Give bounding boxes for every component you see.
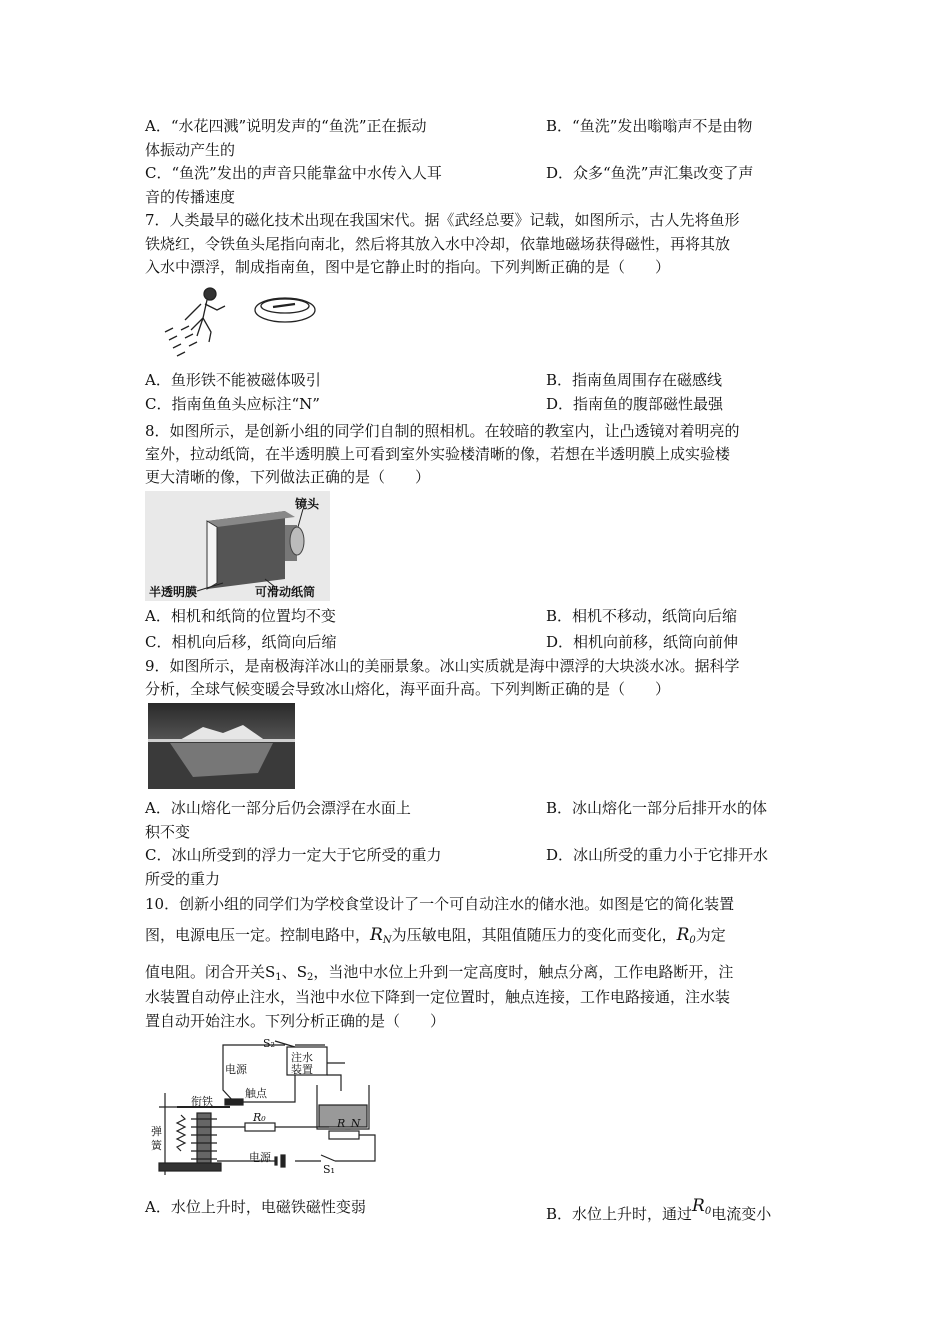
q10-label-s1: S₁	[323, 1163, 335, 1176]
q8-option-c: C．相机向后移，纸筒向后缩	[145, 633, 337, 651]
q10-stem-line3: 值电阻。闭合开关$S_1$、$S_2$，当池中水位上升到一定高度时，触点分离，工作电路断开，注	[145, 963, 734, 983]
q10-label-contact: 触点	[245, 1087, 267, 1100]
q10-label-inject1: 注水	[291, 1051, 313, 1064]
q7-option-b: B．指南鱼周围存在磁感线	[546, 371, 723, 389]
q10-symbol-s1: $S_1$	[265, 963, 282, 983]
q8-stem-line1: 8．如图所示，是创新小组的同学们自制的照相机。在较暗的教室内，让凸透镜对着明亮的	[145, 422, 740, 440]
q8-label-lens: 镜头	[295, 497, 320, 511]
q10-option-b-symbol-r0: $R_0$	[692, 1196, 712, 1217]
q10-label-power-top: 电源	[225, 1063, 247, 1076]
q7-option-d: D．指南鱼的腹部磁性最强	[546, 395, 724, 413]
q10-label-s2: S₂	[263, 1037, 275, 1050]
q8-label-film: 半透明膜	[149, 585, 198, 599]
q9-stem-line2: 分析，全球气候变暖会导致冰山熔化，海平面升高。下列判断正确的是（ ）	[145, 680, 671, 698]
q7-stem-line1: 7．人类最早的磁化技术出现在我国宋代。据《武经总要》记载，如图所示，古人先将鱼形	[145, 211, 740, 229]
q10-symbol-s2: $S_2$	[296, 963, 314, 983]
q7-option-c: C．指南鱼鱼头应标注“N”	[145, 395, 320, 413]
q10-figure-circuit	[145, 1035, 385, 1180]
q10-label-spring2: 簧	[151, 1139, 162, 1152]
q6-option-b: B．“鱼洗”发出嗡嗡声不是由物	[546, 117, 753, 135]
q8-stem-line3: 更大清晰的像，下列做法正确的是（ ）	[145, 468, 431, 486]
q6-option-c-line2: 音的传播速度	[145, 188, 236, 206]
q10-symbol-rn: $R_N$	[370, 925, 392, 946]
q10-stem-line1: 10．创新小组的同学们为学校食堂设计了一个可自动注水的储水池。如图是它的简化装置	[145, 895, 735, 913]
q10-label-r0: R₀	[253, 1111, 266, 1124]
q7-option-a: A．鱼形铁不能被磁体吸引	[145, 371, 321, 389]
q10-label-armature: 衔铁	[191, 1095, 213, 1108]
q10-label-inject2: 装置	[291, 1063, 313, 1076]
q8-figure-camera	[145, 491, 330, 601]
q7-stem-line3: 入水中漂浮，制成指南鱼，图中是它静止时的指向。下列判断正确的是（ ）	[145, 258, 671, 276]
q7-figure-compass-fish	[145, 280, 320, 368]
q8-stem-line2: 室外，拉动纸筒，在半透明膜上可看到室外实验楼清晰的像，若想在半透明膜上成实验楼	[145, 445, 731, 463]
q10-stem-line2: 图，电源电压一定。控制电路中，$R_N$为压敏电阻，其阻值随压力的变化而变化，$R_0$为定	[145, 925, 726, 946]
q6-option-a-line1: A．“水花四溅”说明发声的“鱼洗”正在振动	[145, 117, 427, 135]
q8-option-d: D．相机向前移，纸筒向前伸	[546, 633, 739, 651]
q9-figure-iceberg	[148, 703, 295, 789]
q10-label-spring1: 弹	[151, 1125, 162, 1138]
q9-stem-line1: 9．如图所示，是南极海洋冰山的美丽景象。冰山实质就是海中漂浮的大块淡水冰。据科学	[145, 657, 740, 675]
q10-stem-line5: 置自动开始注水。下列分析正确的是（ ）	[145, 1012, 446, 1030]
q8-label-tube: 可滑动纸筒	[255, 585, 316, 599]
q10-label-power-bottom: 电源	[249, 1151, 271, 1164]
q6-option-d: D．众多“鱼洗”声汇集改变了声	[546, 164, 754, 182]
q8-option-a: A．相机和纸筒的位置均不变	[145, 607, 336, 625]
q6-option-c-line1: C．“鱼洗”发出的声音只能靠盆中水传入人耳	[145, 164, 442, 182]
q10-label-rn: R_N	[337, 1117, 361, 1130]
q9-option-d-line1: D．冰山所受的重力小于它排开水	[546, 846, 769, 864]
q9-option-d-line2: 所受的重力	[145, 870, 221, 888]
q10-option-a: A．水位上升时，电磁铁磁性变弱	[145, 1198, 366, 1216]
q7-stem-line2: 铁烧红，令铁鱼头尾指向南北，然后将其放入水中冷却，依靠地磁场获得磁性，再将其放	[145, 235, 731, 253]
q9-option-a: A．冰山熔化一部分后仍会漂浮在水面上	[145, 799, 411, 817]
q8-option-b: B．相机不移动，纸筒向后缩	[546, 607, 738, 625]
q10-stem-line4: 水装置自动停止注水，当池中水位下降到一定位置时，触点连接，工作电路接通，注水装	[145, 988, 731, 1006]
q6-option-a-line2: 体振动产生的	[145, 141, 236, 159]
q10-option-b: B．水位上升时，通过$R_0$电流变小	[546, 1196, 772, 1223]
q10-symbol-r0: $R_0$	[676, 925, 696, 946]
q9-option-b-line2: 积不变	[145, 823, 191, 841]
q9-option-c: C．冰山所受到的浮力一定大于它所受的重力	[145, 846, 442, 864]
q9-option-b-line1: B．冰山熔化一部分后排开水的体	[546, 799, 768, 817]
